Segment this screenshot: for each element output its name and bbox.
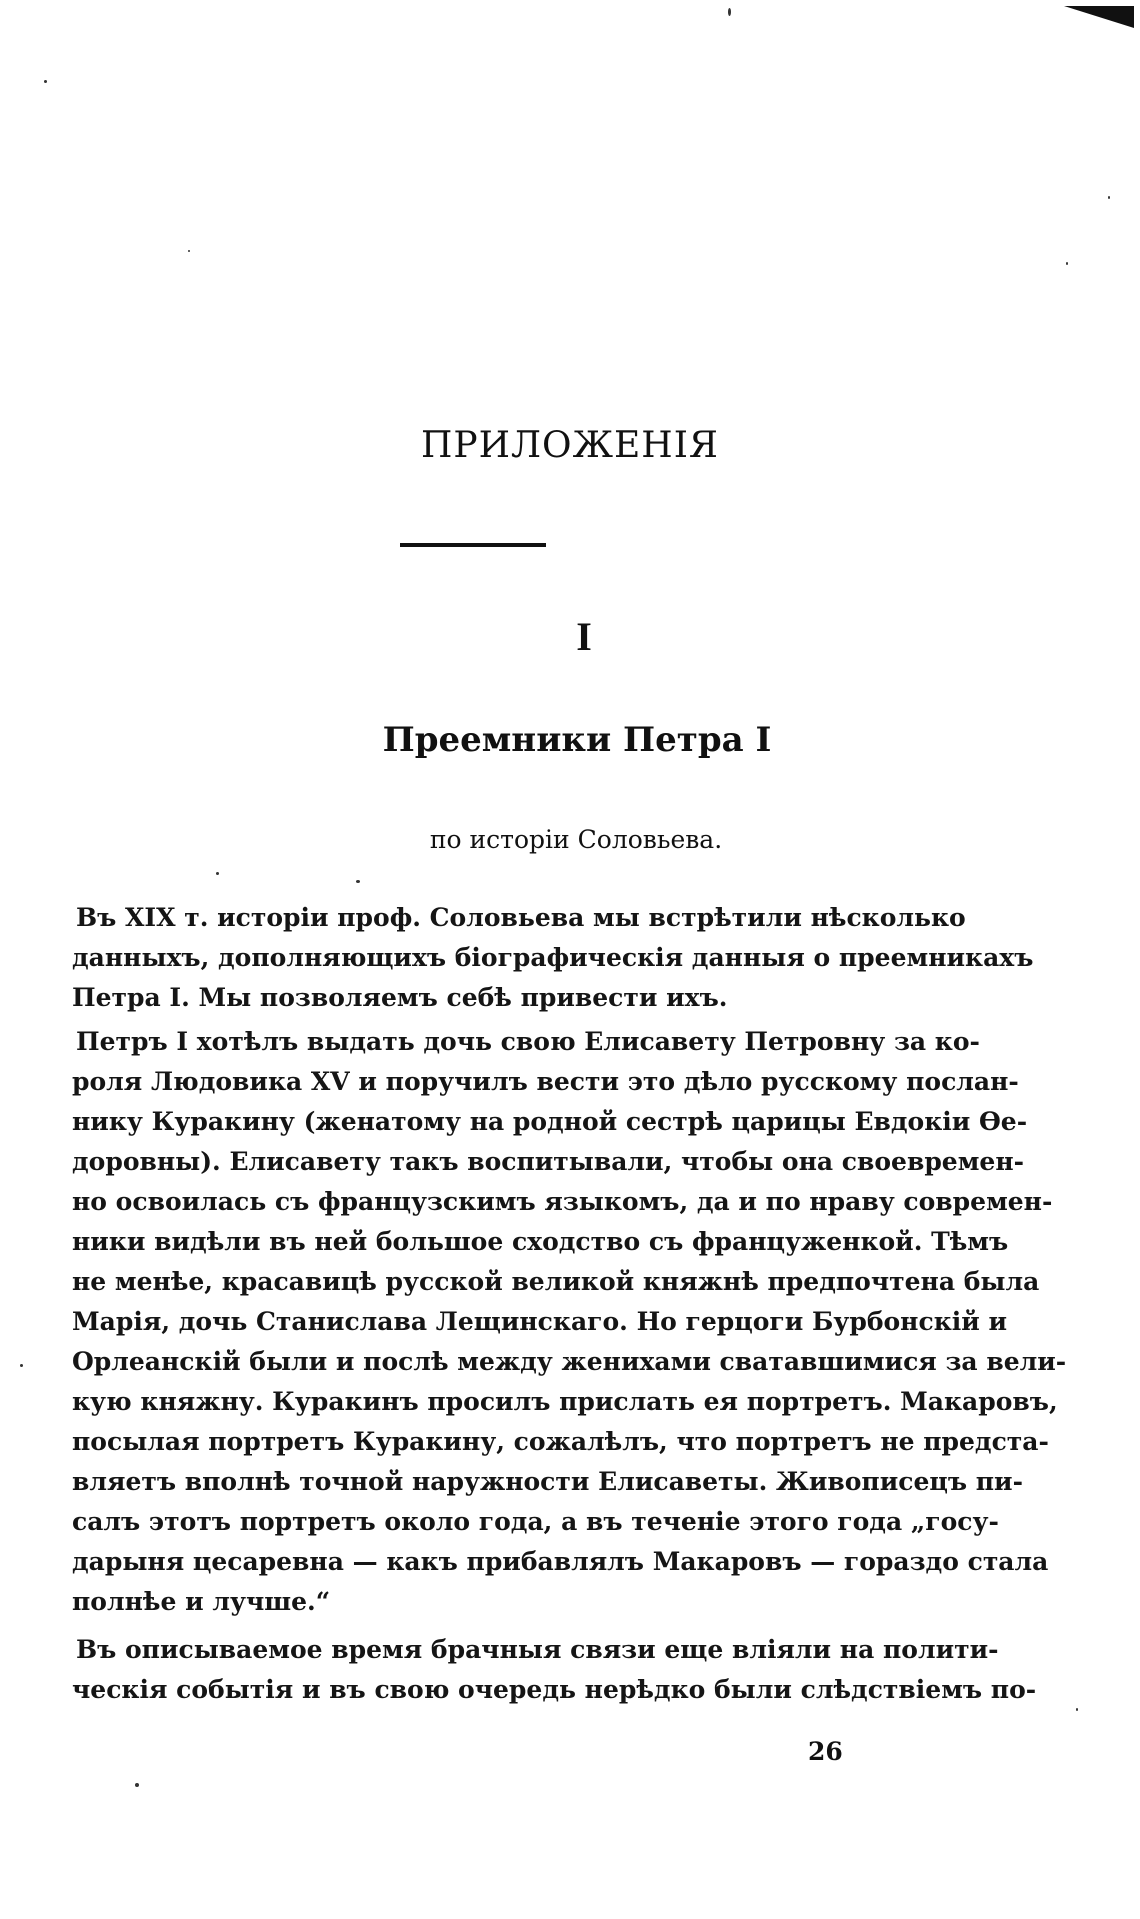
text-line: но освоилась съ французскимъ языкомъ, да и по нраву современ- [72, 1187, 1053, 1216]
scan-speck [216, 872, 219, 875]
scan-speck [1076, 1708, 1078, 1711]
text-line: Петръ I хотѣлъ выдать дочь свою Елисавету Петровну за ко- [76, 1027, 980, 1056]
text-line: доровны). Елисавету такъ воспитывали, чтобы она своевремен- [72, 1147, 1025, 1176]
text-line: Орлеанскій были и послѣ между женихами сватавшимися за вели- [72, 1347, 1067, 1376]
text-line: ники видѣли въ ней большое сходство съ француженкой. Тѣмъ [72, 1227, 1009, 1256]
text-line: салъ этотъ портретъ около года, а въ теченіе этого года „госу- [72, 1507, 999, 1536]
appendix-title: ПРИЛОЖЕНІЯ [421, 425, 719, 466]
page-corner-mark [1064, 6, 1134, 28]
section-numeral: I [576, 614, 592, 659]
scan-speck [188, 250, 190, 252]
paragraph-2 [72, 1022, 1067, 1622]
scan-speck [1108, 196, 1110, 199]
text-line: Петра I. Мы позволяемъ себѣ привести ихъ. [72, 983, 728, 1012]
scan-speck [44, 80, 47, 83]
text-line: ческія событія и въ свою очередь нерѣдко были слѣдствіемъ по- [72, 1675, 1037, 1704]
text-line: Марія, дочь Станислава Лещинскаго. Но герцоги Бурбонскій и [72, 1307, 1008, 1336]
text-line: данныхъ, дополняющихъ біографическія данныя о преемникахъ [72, 943, 1034, 972]
page-number: 26 [808, 1737, 843, 1766]
text-line: Въ описываемое время брачныя связи еще вліяли на полити- [76, 1635, 999, 1664]
title-divider-rule [400, 543, 546, 547]
text-line: нику Куракину (женатому на родной сестрѣ царицы Евдокіи Ѳе- [72, 1107, 1028, 1136]
text-line: роля Людовика XV и поручилъ вести это дѣло русскому послан- [72, 1067, 1019, 1096]
text-line: вляетъ вполнѣ точной наружности Елисаветы. Живописецъ пи- [72, 1467, 1023, 1496]
text-line: кую княжну. Куракинъ просилъ прислать ея портретъ. Макаровъ, [72, 1387, 1058, 1416]
scan-speck [135, 1783, 139, 1787]
section-heading: Преемники Петра I [382, 720, 772, 760]
section-subheading: по исторіи Соловьева. [429, 825, 723, 854]
body-text [72, 898, 1067, 1718]
scan-speck [20, 1364, 23, 1367]
text-line: полнѣе и лучше.“ [72, 1587, 331, 1616]
paragraph-1 [72, 898, 1034, 1018]
paragraph-3 [72, 1630, 1037, 1710]
text-line: Въ XIX т. исторіи проф. Соловьева мы встрѣтили нѣсколько [76, 903, 966, 932]
text-line: не менѣе, красавицѣ русской великой княжнѣ предпочтена была [72, 1267, 1040, 1296]
text-line: посылая портретъ Куракину, сожалѣлъ, что портретъ не предста- [72, 1427, 1049, 1456]
scan-speck [1066, 262, 1068, 265]
text-line: дарыня цесаревна — какъ прибавлялъ Макаровъ — гораздо стала [72, 1547, 1049, 1576]
scan-speck [356, 880, 360, 883]
scan-speck [728, 8, 731, 16]
